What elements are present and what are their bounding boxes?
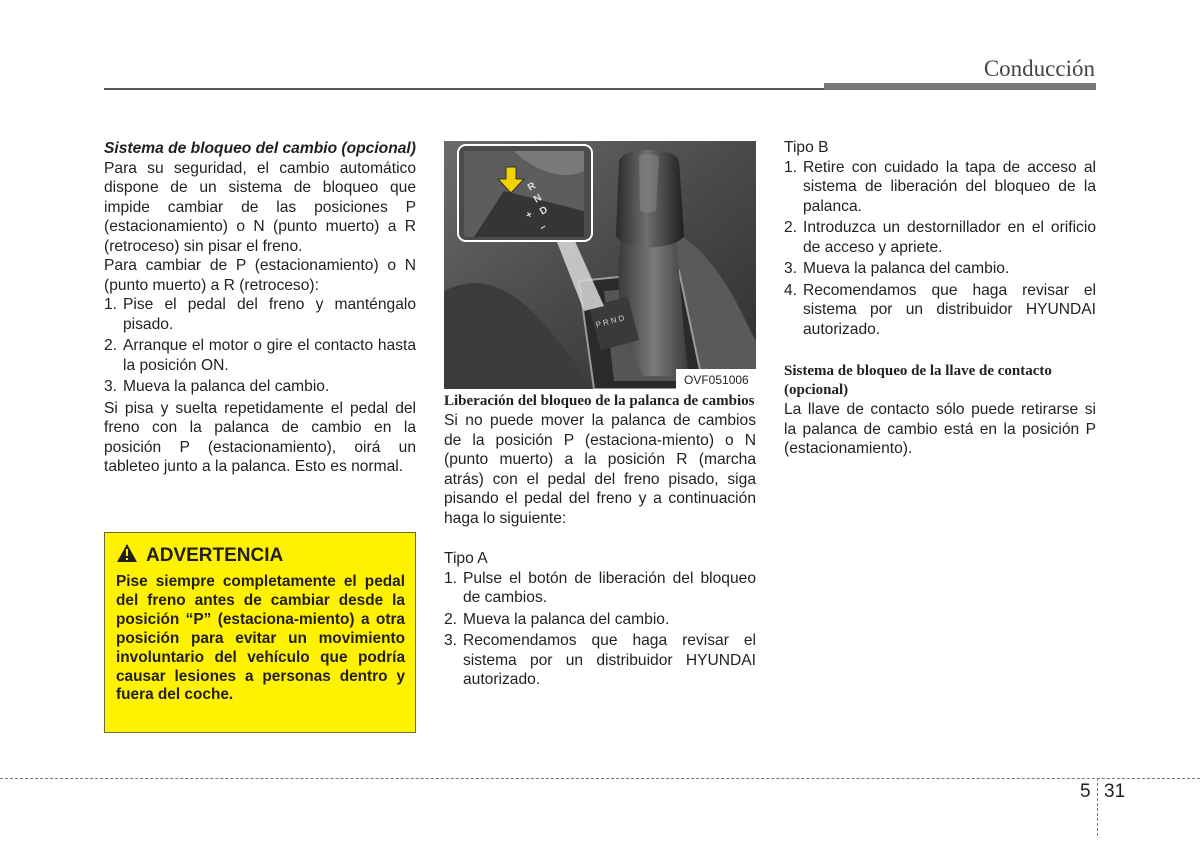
footer-rule xyxy=(0,778,1200,779)
shift-lever-illustration xyxy=(444,141,756,389)
header-rule-accent xyxy=(824,83,1096,90)
warning-triangle-icon xyxy=(116,543,138,569)
type-b-steps xyxy=(784,158,1096,340)
warning-box xyxy=(104,532,416,733)
type-a-label: Tipo A xyxy=(444,550,488,567)
type-a-steps xyxy=(444,569,756,690)
list-item: 2. Arranque el motor o gire el contacto hasta la posición ON. xyxy=(104,337,416,374)
type-b-label: Tipo B xyxy=(784,139,829,156)
shift-lock-lead: Para cambiar de P (estacionamiento) o N (punto muerto) a R (retroceso): xyxy=(104,257,416,294)
warning-title: ADVERTENCIA xyxy=(146,545,284,566)
page-number: 31 xyxy=(1104,781,1126,802)
list-item: 3. Mueva la palanca del cambio. xyxy=(784,260,1010,277)
list-item: 2. Introduzca un destornillador en el orificio de acceso y apriete. xyxy=(784,219,1096,256)
footer-divider xyxy=(1097,778,1098,836)
list-item: 3. Mueva la palanca del cambio. xyxy=(104,378,330,395)
section-title: Conducción xyxy=(983,56,1095,81)
list-item: 1. Pulse el botón de liberación del bloqueo de cambios. xyxy=(444,569,756,606)
chapter-number: 5 xyxy=(1080,781,1091,802)
svg-text:P R N D: P R N D xyxy=(594,313,626,330)
ignition-lock-heading: Sistema de bloqueo de la llave de contacto (opcional) xyxy=(784,363,1052,398)
lock-release-heading: Liberación del bloqueo de la palanca de cambios xyxy=(444,393,755,409)
middle-column xyxy=(444,392,756,692)
shift-lock-steps xyxy=(104,295,416,397)
shift-lock-heading: Sistema de bloqueo del cambio (opcional) xyxy=(104,140,416,157)
figure-code: OVF051006 xyxy=(684,373,749,387)
list-item: 2. Mueva la palanca del cambio. xyxy=(444,610,670,628)
list-item: 1. Pise el pedal del freno y manténgalo pisado. xyxy=(104,296,416,333)
shift-lock-intro: Para su seguridad, el cambio automático dispone de un sistema de bloqueo que impide cambiar de las posiciones P (estacionamiento) o N (punto muerto) a R (retroceso) sin pisar el freno. xyxy=(104,159,416,255)
ignition-lock-text: La llave de contacto sólo puede retirarse si la palanca de cambio está en la posición P (estacionamiento). xyxy=(784,401,1096,457)
left-column xyxy=(104,139,416,477)
warning-header xyxy=(116,543,405,569)
list-item: 1. Retire con cuidado la tapa de acceso al sistema de liberación del bloqueo de la palanca. xyxy=(784,158,1096,215)
shift-lock-note: Si pisa y suelta repetidamente el pedal del freno con la palanca de cambio en la posición P (estacionamiento), oirá un tableteo junto a la palanca. Esto es normal. xyxy=(104,399,416,475)
gear-label-plus: + xyxy=(524,209,535,222)
right-column xyxy=(784,138,1096,459)
warning-text: Pise siempre completamente el pedal del freno antes de cambiar desde la posición “P” (estaciona-miento) a otra posición para evitar un movimiento involuntario del vehículo que podría causar lesiones a personas dentro y fuera del coche. xyxy=(116,573,405,704)
list-item: 3. Recomendamos que haga revisar el sistema por un distribuidor HYUNDAI autorizado. xyxy=(444,632,756,688)
list-item: 4. Recomendamos que haga revisar el sistema por un distribuidor HYUNDAI autorizado. xyxy=(784,281,1096,338)
shift-lever-photo xyxy=(444,141,756,389)
header-rule xyxy=(104,88,824,90)
lock-release-intro: Si no puede mover la palanca de cambios de la posición P (estaciona-miento) o N (punto muerto) a la posición R (marcha atrás) con el pedal del freno pisado, siga pisando el pedal del freno y a continuación haga lo siguiente: xyxy=(444,412,756,527)
gear-label-d: D xyxy=(538,204,550,218)
gear-label-n: N xyxy=(532,192,544,206)
gear-label-minus: – xyxy=(538,221,549,234)
gear-label-r: R xyxy=(526,180,538,194)
